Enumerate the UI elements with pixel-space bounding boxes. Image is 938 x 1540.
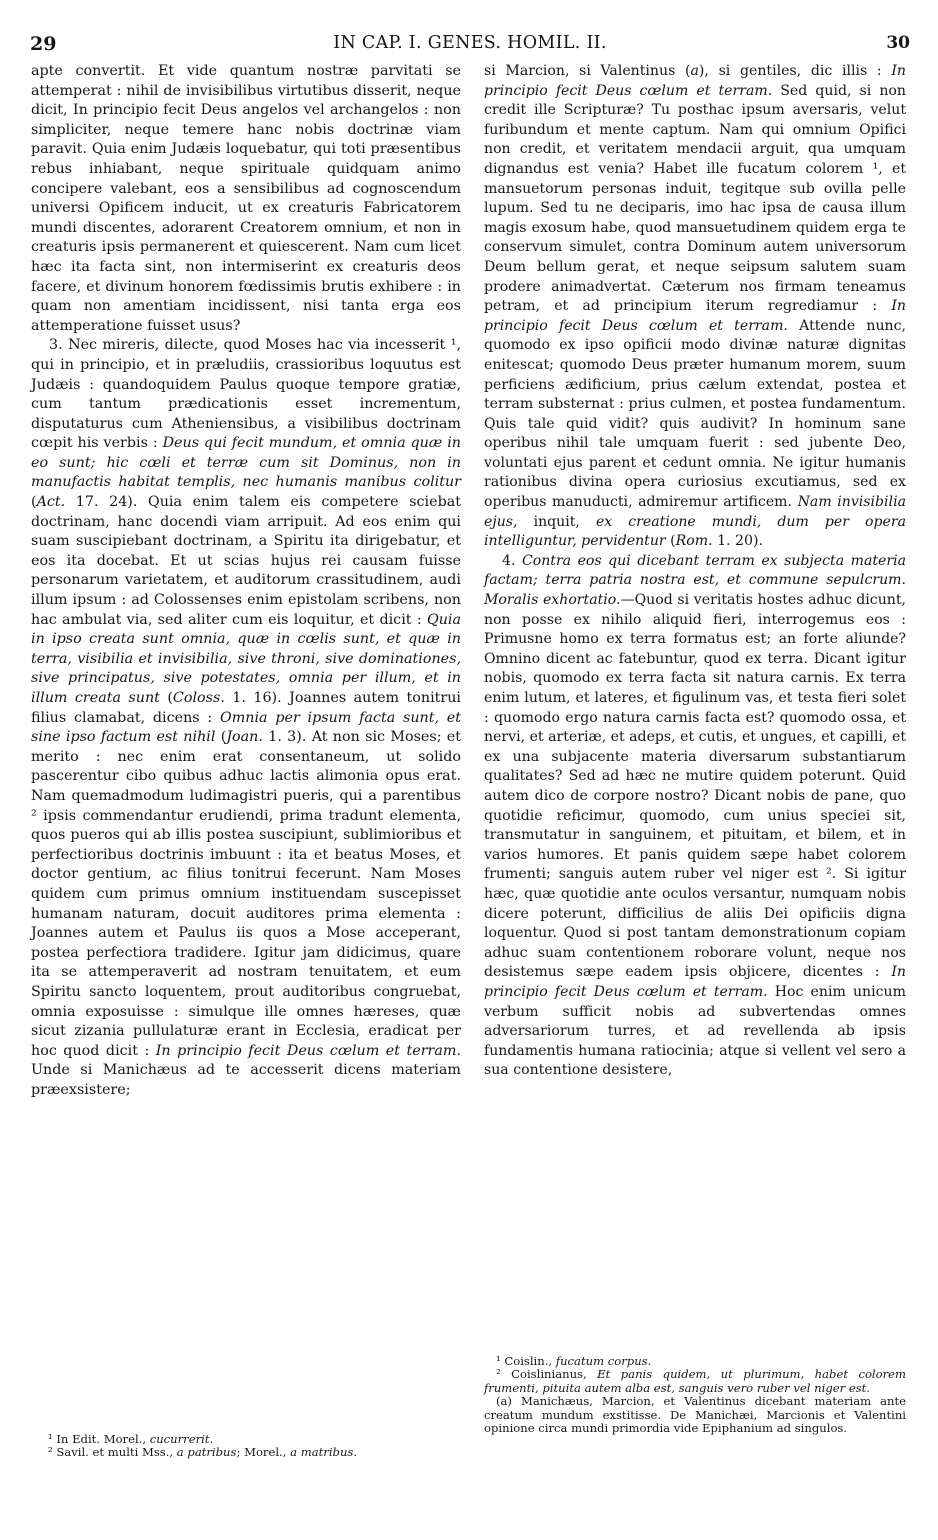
scripture-quote: In principio fecit Deus cœlum et terram. <box>484 63 906 99</box>
paragraph-text: Quia enim talem eis competere sciebat doctrinam, hanc docendi viam arripuit. Ad eos enim qui suam suscipiebant doctrinam, a Spiritu ita dirigebatur, et eos ita docebat. Et ut scias hujus rei causam fuisse personarum varietatem, et auditorum crassitudinem, audi illum ipsum : ad Colossenses enim epistolam scribens, non hac ambulat via, sed aliter cum eis loquitur, et dicit : <box>31 494 461 628</box>
paragraph-continuation <box>484 62 906 552</box>
paragraph-text: si Marcion, si Valentinus ( <box>484 63 691 79</box>
footnote-variant: cucurrerit. <box>149 1432 214 1446</box>
scripture-quote: Deus qui fecit mundum, et omnia quæ in eo sunt; hic cœli et terræ cum sit Dominus, non in manufactis habitat templis, nec humanis manibus colitur <box>31 435 461 491</box>
footnote-a <box>484 1395 906 1435</box>
footnote-mark: ¹ <box>496 1354 501 1368</box>
footnote-text: Coislin., <box>500 1354 556 1368</box>
reference-book: Rom. <box>675 533 713 550</box>
reference-paren: ( <box>159 690 173 706</box>
reference-paren: ( <box>215 729 227 746</box>
footnote-text: Manichæus, Marcion, et Valentinus dicebant materiam ante creatum mundum exstitisse. De Manichæi, Marcionis et Valentini opinione circa mundi primordia vide Epiphanium ad singulos. <box>484 1394 906 1436</box>
reference-book: Coloss. <box>172 690 225 706</box>
scripture-quote: In principio fecit Deus cœlum et terram. <box>484 298 906 334</box>
running-header <box>30 33 910 57</box>
footnotes-right <box>484 1355 906 1435</box>
footnote-mark: (a) <box>496 1394 512 1409</box>
footnote-variant: a matribus. <box>290 1445 358 1460</box>
paragraph-text: At non sic Moses; et merito : nec enim erat consentaneum, ut solido pascerentur cibo quibus adhuc lactis alimonia opus erat. Nam quemadmodum ludimagistri pueris, qui a parentibus ² ipsis commendantur erudiendi, prima tradunt elementa, quos pueros qui ab illis postea suscipiunt, sublimioribus et perfectioribus doctrinis imbuunt : ita et beatus Moses, et doctor gentium, ac filius tonitrui fecerunt. Nam Moses quidem cum primus omnium instituendam suscepisset humanam naturam, docuit auditores prima elementa : Joannes autem et Paulus iis quos a Mose acceperant, postea perfectiora tradidere. Igitur jam didicimus, quare ita se attemperaverit ad nostram tenuitatem, et eum Spiritu sancto loquentem, prout auditoribus congruebat, omnia exposuisse : simulque ille omnes hæreses, quæ sicut zizania pullulaturæ erant in Ecclesia, eradicat per hoc quod dicit : <box>31 729 462 1059</box>
paragraph-text: Hoc enim unicum verbum sufficit nobis ad subvertendas omnes adversariorum turres, et ad revellenda ab ipsis fundamentis humana ratiocinia; atque si vellent vel sero a sua contentione desistere, <box>484 983 906 1079</box>
scripture-quote: Quia in ipso creata sunt omnia, quæ in cœlis sunt, et quæ in terra, visibilia et invisibilia, sive throni, sive dominationes, sive principatus, sive potestates, omnia per illum, et in illum creata sunt <box>31 611 461 706</box>
scripture-quote: In principio fecit Deus cœlum et terram. <box>484 964 906 1000</box>
reference-book: Joan. <box>226 729 263 746</box>
footnote-variant: Et panis quidem, ut plurimum, habet colorem frumenti, pituita autem alba est, sanguis vero ruber vel niger est. <box>484 1367 907 1395</box>
paragraph-text: 3. Nec mireris, dilecte, quod Moses hac via incesserit ¹, qui in principio, et in præludiis, crassioribus loquutus est Judæis : quandoquidem Paulus quoque tempore gratiæ, cum tantum prædicationis esset incrementum, disputaturus cum Atheniensibus, a visibilibus doctrinam cœpit his verbis : <box>31 337 461 452</box>
reference-verse: 1. 20). <box>712 533 763 550</box>
reference-verse: 17. 24). <box>65 494 148 511</box>
page-number-left: 29 <box>30 33 57 55</box>
paragraph-text: —Quod si veritatis hostes adhuc dicunt, non posse ex nihilo aliquid fieri, interrogemus eos : Primusne homo ex terra formatus est; an forte aliunde? Omnino dicent ac fatebuntur, quod ex terra. Dicant igitur nobis, quomodo ex terra facta sit natura carnis. Ex terra enim lutum, et lateres, et figulinum vas, et testa fieri solet : quomodo ergo natura carnis facta est? quomodo ossa, et nervi, et arteriæ, et adeps, et cutis, et ungues, et capilli, et ex una subjacente materia diversarum substantiarum qualitates? Sed ad hæc ne mutire quidem poterunt. Quid autem dico de corpore nostro? Dicant nobis de pane, quo quotidie reficimur, quomodo, cum unius speciei sit, transmutatur in sanguinem, et pituitam, et bilem, et in varios humores. Et panis quidem sæpe habet colorem frumenti; sanguis autem ruber vel niger est ². Si igitur hæc, quæ quotidie ante oculos versantur, numquam nobis dicere poterunt, difficilius de aliis Dei opificiis digna loquentur. Quod si post tantam demonstrationum copiam adhuc suam contentionem roborare volunt, neque nos desistemus sæpe eadem ipsis objicere, dicentes : <box>484 592 907 981</box>
footnote-text: In Edit. Morel., <box>52 1432 150 1446</box>
footnote-text: Savil. et multi Mss., <box>52 1445 177 1460</box>
footnote-mark: ² <box>48 1445 53 1460</box>
running-title: IN CAP. I. GENES. HOMIL. II. <box>333 33 607 53</box>
footnote-1 <box>484 1355 906 1368</box>
footnote-variant: fucatum corpus. <box>555 1354 652 1368</box>
footnote-text: ; Morel., <box>236 1445 291 1460</box>
footnote-2 <box>484 1368 906 1395</box>
paragraph-text: inquit, <box>517 513 596 530</box>
section-heading: Contra eos qui dicebant terram ex subjecta materia factam; terra patria nostra est, et commune sepulcrum. Moralis exhortatio. <box>484 552 906 609</box>
right-column <box>484 62 906 1081</box>
reference-verse: 1. 3). <box>262 729 312 746</box>
page-number-right: 30 <box>886 33 910 53</box>
footnote-2 <box>48 1446 468 1459</box>
paragraph-continuation <box>31 62 461 336</box>
reference-paren: ( <box>665 533 676 550</box>
footnote-1 <box>48 1433 468 1446</box>
footnote-ref: a <box>690 63 699 79</box>
reference-book: Act. <box>36 494 66 511</box>
paragraph-text: Joannes autem tonitrui filius clamabat, dicens : <box>31 690 461 726</box>
paragraph-text: apte convertit. Et vide quantum nostræ parvitati se attemperat : nihil de invisibilibus virtutibus disserit, neque dicit, In principio fecit Deus angelos vel archangelos : non simpliciter, neque temere hanc nobis doctrinæ viam paravit. Quia enim Judæis loquebatur, qui toti præsentibus rebus inhiabant, neque spirituale quidquam animo concipere valebant, eos a sensibilibus ad cognoscendum universi Opificem inducit, ut ex creaturis Fabricatorem mundi discentes, adorarent Creatorem omnium, et non in creaturis ipsis permanerent et quiescerent. Nam cum licet hæc ita facta sint, non intermiserint ex creaturis deos facere, et divinum honorem fœdissimis brutis exhibere : in quam non amentiam incidissent, nisi tanta erga eos attemperatione fuisset usus? <box>31 63 461 334</box>
reference-paren: ( <box>31 494 37 511</box>
scripture-quote: In principio fecit Deus cœlum et terram. <box>155 1042 461 1059</box>
paragraph-section-3 <box>31 336 461 1100</box>
paragraph-section-4 <box>484 552 906 1081</box>
left-column <box>31 62 461 1100</box>
footnote-variant: a patribus <box>176 1445 237 1460</box>
paragraph-text: ), si gentiles, dic illis : <box>698 63 892 79</box>
reference-verse: 1. 16). <box>224 690 290 706</box>
paragraph-text: Unde si Manichæus ad te accesserit dicens materiam præexsistere; <box>31 1062 461 1098</box>
footnote-text: Coislinianus, <box>500 1367 598 1382</box>
scripture-quote: ex creatione mundi, dum per opera intelliguntur, pervidentur <box>484 513 907 550</box>
footnotes-left <box>48 1433 468 1460</box>
footnote-mark: ¹ <box>48 1432 53 1446</box>
section-number: 4. <box>502 552 522 569</box>
scripture-quote: Nam invisibilia ejus, <box>484 494 906 530</box>
paragraph-text: Sed quid, si non credit ille Scripturæ? Tu posthac ipsum aversaris, velut furibundum et mente captum. Nam qui omnium Opifici non credit, et veritatem mendacii arguit, qua umquam dignandus est venia? Habet ille fucatum colorem ¹, et mansuetorum personas induit, tegitque sub ovilla pelle lupum. Sed tu ne deciparis, imo hac ipsa de causa illum magis exosum habe, quod mansuetudinem quidem erga te conservum simulet, contra Dominum autem universorum Deum bellum gerat, et neque seipsum salutem suam prodere animadvertat. Cæterum nos firmam teneamus petram, et ad principium iterum regrediamur : <box>484 82 906 315</box>
footnote-mark: ² <box>496 1367 501 1382</box>
paragraph-text: Attende nunc, quomodo ex ipso opificii modo divinæ naturæ dignitas enitescat; quomodo Deus præter humanum morem, suum perficiens ædificium, prius cælum extendat, postea et terram substernat : prius culmen, et postea fundamentum. Quis tale quid vidit? quis audivit? In hominum sane operibus nihil tale umquam fuerit : sed jubente Deo, voluntati ejus parent et cedunt omnia. Ne igitur humanis rationibus divina opera curiosius excutiamus, sed ex operibus manuducti, admiremur artificem. <box>484 317 906 511</box>
scripture-quote: Omnia per ipsum facta sunt, et sine ipso factum est nihil <box>31 709 461 746</box>
